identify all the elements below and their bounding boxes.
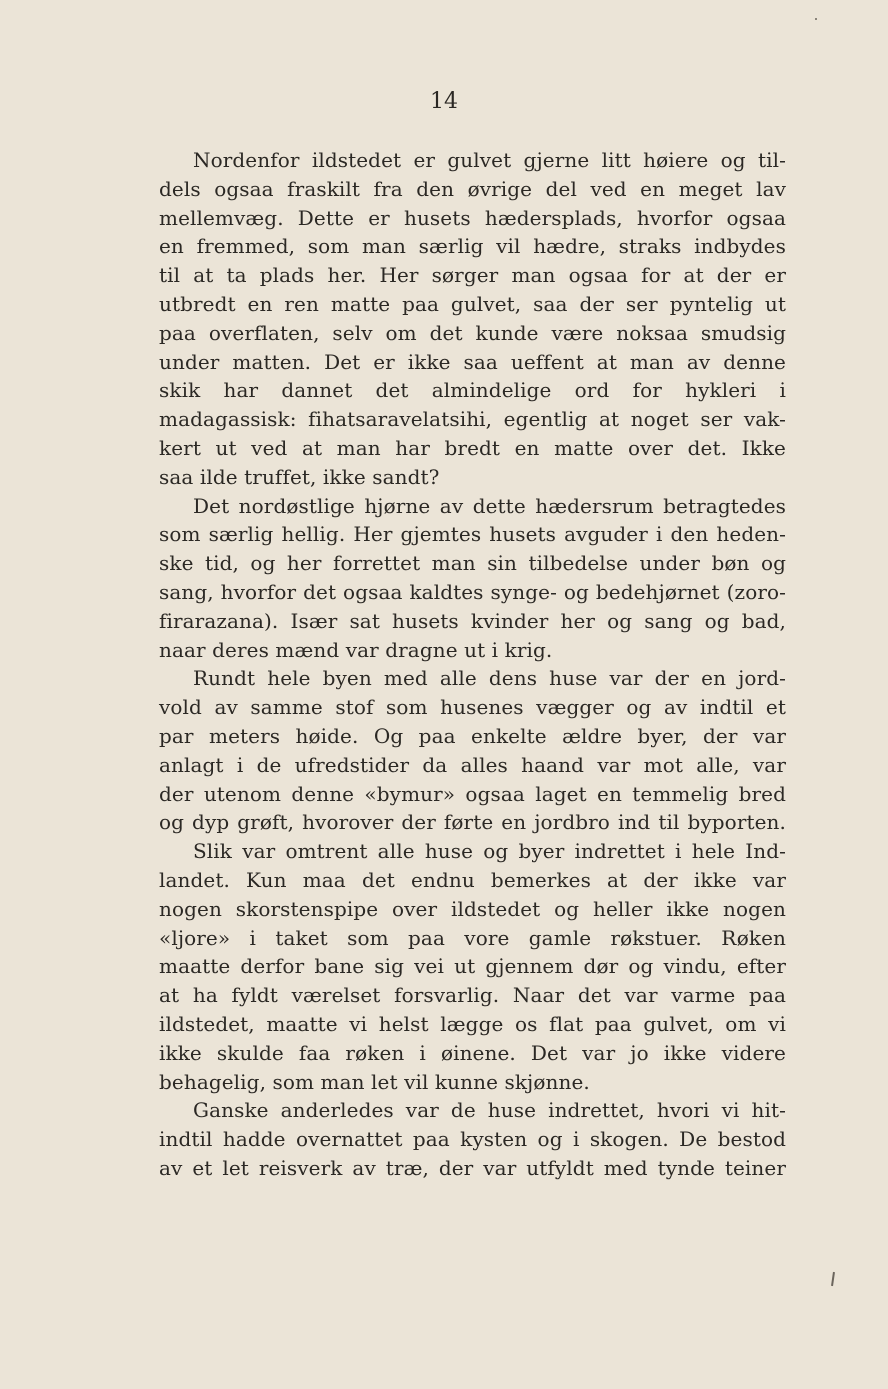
text-line: Rundt hele byen med alle dens huse var der en jord- [193, 666, 786, 691]
page-number: 14 [430, 89, 458, 114]
text-line: saa ilde truffet, ikke sandt? [159, 464, 440, 489]
text-line: sang, hvorfor det ogsaa kaldtes synge- og bedehjørnet (zoro- [159, 579, 786, 604]
text-line: der utenom denne «bymur» ogsaa laget en temmelig bred [159, 781, 786, 806]
text-line: Ganske anderledes var de huse indrettet, hvori vi hit- [193, 1098, 786, 1123]
text-line: par meters høide. Og paa enkelte ældre byer, der var [159, 723, 786, 748]
text-line: ikke skulde faa røken i øinene. Det var jo ikke videre [159, 1040, 786, 1065]
text-line: Det nordøstlige hjørne av dette hædersrum betragtedes [193, 493, 786, 518]
text-line: av et let reisverk av træ, der var utfyldt med tynde teiner [159, 1155, 786, 1180]
text-line: naar deres mænd var dragne ut i krig. [159, 637, 553, 662]
text-line: vold av samme stof som husenes vægger og av indtil et [159, 695, 786, 720]
text-line: utbredt en ren matte paa gulvet, saa der ser pyntelig ut [159, 291, 786, 316]
text-line: firarazana). Især sat husets kvinder her og sang og bad, [159, 608, 786, 633]
text-line: dels ogsaa fraskilt fra den øvrige del ved en meget lav [159, 176, 786, 201]
text-line: og dyp grøft, hvorover der førte en jordbro ind til byporten. [159, 810, 786, 835]
text-line: landet. Kun maa det endnu bemerkes at der ikke var [159, 867, 786, 892]
text-line: madagassisk: fihatsaravelatsihi, egentlig at noget ser vak- [159, 407, 786, 432]
text-line: en fremmed, som man særlig vil hædre, straks indbydes [159, 234, 786, 259]
text-line: som særlig hellig. Her gjemtes husets avguder i den heden- [159, 522, 786, 547]
text-line: mellemvæg. Dette er husets hædersplads, hvorfor ogsaa [159, 205, 786, 230]
text-line: anlagt i de ufredstider da alles haand var mot alle, var [159, 752, 786, 777]
text-line: Slik var omtrent alle huse og byer indrettet i hele Ind- [193, 839, 786, 864]
text-line: indtil hadde overnattet paa kysten og i skogen. De bestod [159, 1127, 786, 1152]
text-line: under matten. Det er ikke saa ueffent at man av denne [159, 349, 786, 374]
text-line: maatte derfor bane sig vei ut gjennem dør og vindu, efter [159, 954, 786, 979]
text-line: kert ut ved at man har bredt en matte over det. Ikke [159, 435, 786, 460]
text-line: behagelig, som man let vil kunne skjønne. [159, 1069, 590, 1094]
text-line: nogen skorstenspipe over ildstedet og heller ikke nogen [159, 896, 786, 921]
scan-mark [831, 1272, 835, 1286]
body-text [159, 146, 786, 1183]
text-line: at ha fyldt værelset forsvarlig. Naar det var varme paa [159, 983, 786, 1008]
text-line: til at ta plads her. Her sørger man ogsaa for at der er [159, 263, 786, 288]
scan-mark [815, 18, 817, 20]
text-line: ske tid, og her forrettet man sin tilbedelse under bøn og [159, 551, 786, 576]
text-line: skik har dannet det almindelige ord for hykleri i [159, 378, 786, 403]
text-line: Nordenfor ildstedet er gulvet gjerne litt høiere og til- [193, 148, 786, 172]
text-line: «ljore» i taket som paa vore gamle røkstuer. Røken [159, 925, 786, 950]
text-line: paa overflaten, selv om det kunde være noksaa smudsig [159, 320, 786, 345]
text-line: ildstedet, maatte vi helst lægge os flat paa gulvet, om vi [159, 1011, 786, 1036]
